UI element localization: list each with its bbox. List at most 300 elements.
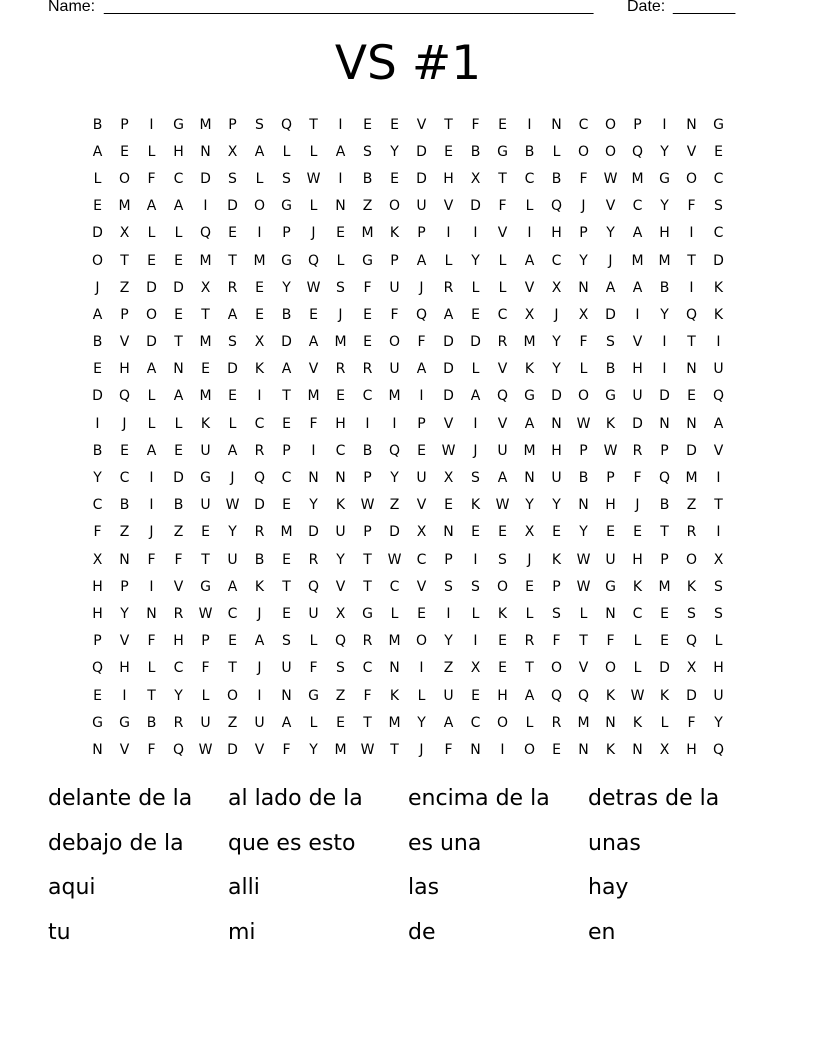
grid-letter[interactable]: Y — [174, 687, 183, 704]
grid-letter[interactable]: U — [281, 660, 292, 677]
grid-letter[interactable]: S — [228, 170, 237, 187]
grid-letter[interactable]: D — [92, 388, 103, 405]
grid-letter[interactable]: V — [443, 198, 454, 215]
grid-letter[interactable]: F — [309, 660, 318, 677]
grid-letter[interactable]: O — [415, 633, 428, 650]
grid-letter[interactable]: T — [174, 334, 183, 351]
grid-letter[interactable]: F — [579, 170, 588, 187]
grid-letter[interactable]: M — [361, 225, 374, 242]
grid-letter[interactable]: D — [227, 198, 238, 215]
grid-letter[interactable]: N — [551, 415, 562, 432]
grid-letter[interactable]: A — [335, 143, 346, 160]
grid-letter[interactable]: M — [199, 252, 212, 269]
grid-letter[interactable]: R — [254, 524, 265, 541]
grid-letter[interactable]: E — [255, 279, 264, 296]
grid-letter[interactable]: R — [335, 361, 346, 378]
grid-letter[interactable]: W — [225, 497, 240, 514]
grid-letter[interactable]: T — [228, 252, 237, 269]
grid-letter[interactable]: M — [631, 252, 644, 269]
grid-letter[interactable]: U — [335, 524, 346, 541]
grid-letter[interactable]: W — [441, 442, 456, 459]
grid-letter[interactable]: D — [389, 524, 400, 541]
grid-letter[interactable]: S — [714, 605, 723, 622]
grid-letter[interactable]: D — [686, 687, 697, 704]
grid-letter[interactable]: Y — [660, 306, 669, 323]
grid-letter[interactable]: N — [686, 361, 697, 378]
grid-letter[interactable]: A — [497, 470, 508, 487]
grid-letter[interactable]: B — [659, 497, 670, 514]
grid-letter[interactable]: W — [576, 578, 591, 595]
grid-letter[interactable]: C — [281, 470, 292, 487]
grid-letter[interactable]: N — [551, 116, 562, 133]
grid-letter[interactable]: I — [473, 633, 478, 650]
grid-letter[interactable]: X — [227, 143, 238, 160]
grid-letter[interactable]: C — [632, 605, 643, 622]
grid-letter[interactable]: Y — [606, 225, 615, 242]
grid-letter[interactable]: U — [200, 497, 211, 514]
grid-letter[interactable]: B — [524, 143, 535, 160]
grid-letter[interactable]: V — [632, 334, 643, 351]
grid-letter[interactable]: X — [686, 660, 697, 677]
grid-letter[interactable]: B — [92, 116, 103, 133]
grid-letter[interactable]: I — [473, 225, 478, 242]
grid-letter[interactable]: Y — [660, 198, 669, 215]
grid-letter[interactable]: Q — [307, 252, 320, 269]
grid-letter[interactable]: Q — [631, 143, 644, 160]
grid-letter[interactable]: Q — [415, 306, 428, 323]
grid-letter[interactable]: E — [255, 306, 264, 323]
grid-letter[interactable]: V — [119, 741, 130, 758]
grid-letter[interactable]: C — [632, 198, 643, 215]
grid-letter[interactable]: O — [577, 388, 590, 405]
grid-letter[interactable]: U — [227, 551, 238, 568]
grid-letter[interactable]: F — [498, 198, 507, 215]
grid-letter[interactable]: C — [389, 578, 400, 595]
grid-letter[interactable]: H — [92, 578, 103, 595]
grid-letter[interactable]: E — [363, 306, 372, 323]
grid-letter[interactable]: G — [524, 388, 535, 405]
grid-letter[interactable]: D — [416, 143, 427, 160]
grid-letter[interactable]: E — [417, 442, 426, 459]
grid-letter[interactable]: C — [362, 388, 373, 405]
grid-letter[interactable]: M — [631, 170, 644, 187]
grid-letter[interactable]: P — [120, 306, 129, 323]
grid-letter[interactable]: H — [173, 143, 184, 160]
grid-letter[interactable]: D — [470, 198, 481, 215]
grid-letter[interactable]: E — [174, 306, 183, 323]
grid-letter[interactable]: P — [120, 116, 129, 133]
grid-letter[interactable]: P — [444, 551, 453, 568]
grid-letter[interactable]: S — [282, 170, 291, 187]
grid-letter[interactable]: E — [687, 388, 696, 405]
grid-letter[interactable]: L — [309, 633, 318, 650]
grid-letter[interactable]: J — [473, 442, 478, 459]
grid-letter[interactable]: T — [363, 551, 372, 568]
grid-letter[interactable]: A — [281, 714, 292, 731]
grid-letter[interactable]: G — [281, 252, 292, 269]
grid-letter[interactable]: N — [659, 415, 670, 432]
grid-letter[interactable]: E — [714, 143, 723, 160]
grid-letter[interactable]: L — [552, 143, 561, 160]
grid-letter[interactable]: M — [523, 334, 536, 351]
grid-letter[interactable]: A — [92, 143, 103, 160]
grid-letter[interactable]: S — [363, 143, 372, 160]
grid-letter[interactable]: G — [362, 252, 373, 269]
grid-letter[interactable]: F — [579, 334, 588, 351]
grid-letter[interactable]: Y — [579, 252, 588, 269]
grid-letter[interactable]: R — [362, 633, 373, 650]
grid-letter[interactable]: A — [173, 198, 184, 215]
grid-letter[interactable]: W — [198, 741, 213, 758]
grid-letter[interactable]: C — [173, 170, 184, 187]
grid-letter[interactable]: S — [606, 334, 615, 351]
grid-letter[interactable]: L — [444, 252, 453, 269]
grid-letter[interactable]: K — [254, 361, 265, 378]
grid-letter[interactable]: D — [173, 279, 184, 296]
grid-letter[interactable]: E — [444, 497, 453, 514]
grid-letter[interactable]: I — [419, 388, 424, 405]
grid-letter[interactable]: I — [527, 225, 532, 242]
grid-letter[interactable]: I — [338, 170, 343, 187]
grid-letter[interactable]: L — [147, 660, 156, 677]
grid-letter[interactable]: G — [92, 714, 103, 731]
grid-letter[interactable]: T — [687, 252, 696, 269]
grid-letter[interactable]: N — [578, 741, 589, 758]
grid-letter[interactable]: E — [336, 714, 345, 731]
grid-letter[interactable]: V — [308, 361, 319, 378]
grid-letter[interactable]: I — [689, 225, 694, 242]
grid-letter[interactable]: F — [606, 633, 615, 650]
grid-letter[interactable]: G — [200, 470, 211, 487]
grid-letter[interactable]: R — [551, 714, 562, 731]
grid-letter[interactable]: Q — [685, 633, 698, 650]
grid-letter[interactable]: T — [444, 116, 453, 133]
grid-letter[interactable]: C — [227, 605, 238, 622]
grid-letter[interactable]: J — [419, 741, 424, 758]
grid-letter[interactable]: L — [498, 279, 507, 296]
grid-letter[interactable]: I — [446, 605, 451, 622]
grid-letter[interactable]: E — [471, 524, 480, 541]
grid-letter[interactable]: Z — [443, 660, 454, 677]
grid-letter[interactable]: A — [713, 415, 724, 432]
grid-letter[interactable]: C — [119, 470, 130, 487]
grid-letter[interactable]: P — [417, 225, 426, 242]
grid-letter[interactable]: J — [257, 660, 262, 677]
grid-letter[interactable]: B — [254, 551, 265, 568]
grid-letter[interactable]: D — [92, 225, 103, 242]
grid-letter[interactable]: R — [632, 442, 643, 459]
grid-letter[interactable]: Y — [471, 252, 480, 269]
grid-letter[interactable]: E — [498, 660, 507, 677]
grid-letter[interactable]: N — [578, 497, 589, 514]
grid-letter[interactable]: Q — [496, 388, 509, 405]
grid-letter[interactable]: J — [311, 225, 316, 242]
grid-letter[interactable]: X — [578, 306, 589, 323]
grid-letter[interactable]: V — [713, 442, 724, 459]
grid-letter[interactable]: B — [605, 361, 616, 378]
grid-letter[interactable]: Y — [282, 279, 291, 296]
grid-letter[interactable]: E — [282, 497, 291, 514]
grid-letter[interactable]: T — [498, 170, 507, 187]
grid-letter[interactable]: Z — [119, 279, 130, 296]
grid-letter[interactable]: Q — [307, 578, 320, 595]
grid-letter[interactable]: B — [173, 497, 184, 514]
grid-letter[interactable]: E — [336, 225, 345, 242]
grid-letter[interactable]: B — [362, 442, 373, 459]
grid-letter[interactable]: V — [524, 279, 535, 296]
grid-letter[interactable]: U — [308, 605, 319, 622]
grid-letter[interactable]: T — [282, 388, 291, 405]
grid-letter[interactable]: W — [576, 415, 591, 432]
grid-letter[interactable]: K — [524, 361, 535, 378]
grid-letter[interactable]: S — [471, 470, 480, 487]
grid-letter[interactable]: P — [93, 633, 102, 650]
grid-letter[interactable]: K — [551, 551, 562, 568]
grid-letter[interactable]: M — [388, 633, 401, 650]
grid-letter[interactable]: O — [604, 660, 617, 677]
grid-letter[interactable]: O — [604, 143, 617, 160]
grid-letter[interactable]: W — [306, 279, 321, 296]
grid-letter[interactable]: A — [632, 225, 643, 242]
grid-letter[interactable]: K — [605, 415, 616, 432]
date-blank[interactable]: _______ — [673, 0, 736, 15]
grid-letter[interactable]: C — [92, 497, 103, 514]
grid-letter[interactable]: D — [146, 334, 157, 351]
grid-letter[interactable]: E — [282, 551, 291, 568]
grid-letter[interactable]: A — [416, 252, 427, 269]
grid-letter[interactable]: V — [605, 198, 616, 215]
grid-letter[interactable]: E — [660, 633, 669, 650]
grid-letter[interactable]: Y — [309, 741, 318, 758]
grid-letter[interactable]: E — [471, 306, 480, 323]
grid-letter[interactable]: I — [473, 551, 478, 568]
grid-letter[interactable]: H — [713, 660, 724, 677]
grid-letter[interactable]: E — [606, 524, 615, 541]
grid-letter[interactable]: Q — [658, 470, 671, 487]
grid-letter[interactable]: K — [713, 279, 724, 296]
grid-letter[interactable]: L — [498, 252, 507, 269]
grid-letter[interactable]: W — [360, 741, 375, 758]
grid-letter[interactable]: I — [338, 116, 343, 133]
grid-letter[interactable]: Y — [93, 470, 102, 487]
grid-letter[interactable]: E — [174, 252, 183, 269]
grid-letter[interactable]: A — [524, 687, 535, 704]
grid-letter[interactable]: Z — [227, 714, 238, 731]
grid-letter[interactable]: E — [336, 388, 345, 405]
grid-letter[interactable]: X — [470, 660, 481, 677]
grid-letter[interactable]: A — [524, 415, 535, 432]
grid-letter[interactable]: S — [444, 578, 453, 595]
grid-letter[interactable]: Y — [444, 633, 453, 650]
grid-letter[interactable]: H — [443, 170, 454, 187]
grid-letter[interactable]: U — [497, 442, 508, 459]
grid-letter[interactable]: A — [173, 388, 184, 405]
grid-letter[interactable]: K — [200, 415, 211, 432]
grid-letter[interactable]: P — [390, 252, 399, 269]
grid-letter[interactable]: C — [713, 170, 724, 187]
grid-letter[interactable]: Y — [525, 497, 534, 514]
grid-letter[interactable]: H — [497, 687, 508, 704]
grid-letter[interactable]: C — [497, 306, 508, 323]
grid-letter[interactable]: A — [146, 361, 157, 378]
grid-letter[interactable]: C — [578, 116, 589, 133]
grid-letter[interactable]: G — [281, 198, 292, 215]
grid-letter[interactable]: V — [416, 578, 427, 595]
grid-letter[interactable]: Q — [280, 116, 293, 133]
grid-letter[interactable]: D — [686, 442, 697, 459]
grid-letter[interactable]: V — [497, 225, 508, 242]
grid-letter[interactable]: V — [335, 578, 346, 595]
grid-letter[interactable]: I — [392, 415, 397, 432]
grid-letter[interactable]: W — [576, 551, 591, 568]
grid-letter[interactable]: C — [524, 170, 535, 187]
grid-letter[interactable]: J — [257, 605, 262, 622]
grid-letter[interactable]: X — [416, 524, 427, 541]
grid-letter[interactable]: U — [443, 687, 454, 704]
grid-letter[interactable]: V — [578, 660, 589, 677]
grid-letter[interactable]: T — [309, 116, 318, 133]
grid-letter[interactable]: I — [527, 116, 532, 133]
grid-letter[interactable]: X — [524, 524, 535, 541]
grid-letter[interactable]: D — [281, 334, 292, 351]
grid-letter[interactable]: I — [149, 470, 154, 487]
grid-letter[interactable]: H — [605, 497, 616, 514]
grid-letter[interactable]: L — [174, 415, 183, 432]
grid-letter[interactable]: K — [335, 497, 346, 514]
grid-letter[interactable]: P — [363, 470, 372, 487]
grid-letter[interactable]: W — [603, 170, 618, 187]
grid-letter[interactable]: E — [93, 198, 102, 215]
grid-letter[interactable]: C — [551, 252, 562, 269]
grid-letter[interactable]: D — [173, 470, 184, 487]
grid-letter[interactable]: L — [660, 714, 669, 731]
grid-letter[interactable]: T — [579, 633, 588, 650]
grid-letter[interactable]: P — [282, 442, 291, 459]
grid-letter[interactable]: D — [659, 660, 670, 677]
grid-letter[interactable]: E — [201, 524, 210, 541]
grid-letter[interactable]: N — [686, 415, 697, 432]
grid-letter[interactable]: F — [552, 633, 561, 650]
grid-letter[interactable]: D — [227, 361, 238, 378]
grid-letter[interactable]: J — [419, 279, 424, 296]
grid-letter[interactable]: L — [633, 660, 642, 677]
grid-letter[interactable]: E — [552, 524, 561, 541]
grid-letter[interactable]: D — [713, 252, 724, 269]
grid-letter[interactable]: R — [173, 714, 184, 731]
grid-letter[interactable]: T — [120, 252, 129, 269]
grid-letter[interactable]: L — [201, 687, 210, 704]
grid-letter[interactable]: I — [257, 687, 262, 704]
grid-letter[interactable]: M — [577, 714, 590, 731]
grid-letter[interactable]: V — [443, 415, 454, 432]
grid-letter[interactable]: O — [523, 741, 536, 758]
grid-letter[interactable]: D — [308, 524, 319, 541]
grid-letter[interactable]: E — [228, 225, 237, 242]
grid-letter[interactable]: O — [685, 551, 698, 568]
grid-letter[interactable]: C — [470, 714, 481, 731]
grid-letter[interactable]: D — [632, 415, 643, 432]
grid-letter[interactable]: X — [713, 551, 724, 568]
grid-letter[interactable]: Q — [577, 687, 590, 704]
grid-letter[interactable]: F — [309, 415, 318, 432]
grid-letter[interactable]: P — [228, 116, 237, 133]
grid-letter[interactable]: H — [551, 442, 562, 459]
grid-letter[interactable]: D — [416, 170, 427, 187]
grid-letter[interactable]: U — [632, 388, 643, 405]
grid-letter[interactable]: T — [201, 306, 210, 323]
grid-letter[interactable]: E — [363, 116, 372, 133]
grid-letter[interactable]: Q — [550, 198, 563, 215]
grid-letter[interactable]: C — [335, 442, 346, 459]
grid-letter[interactable]: K — [389, 687, 400, 704]
grid-letter[interactable]: O — [496, 714, 509, 731]
grid-letter[interactable]: Q — [712, 388, 725, 405]
grid-letter[interactable]: Z — [173, 524, 184, 541]
grid-letter[interactable]: E — [363, 334, 372, 351]
grid-letter[interactable]: W — [360, 497, 375, 514]
grid-letter[interactable]: H — [92, 605, 103, 622]
grid-letter[interactable]: K — [686, 578, 697, 595]
grid-letter[interactable]: L — [471, 361, 480, 378]
grid-letter[interactable]: Y — [417, 714, 426, 731]
grid-letter[interactable]: Z — [686, 497, 697, 514]
grid-letter[interactable]: F — [147, 633, 156, 650]
grid-letter[interactable]: D — [227, 741, 238, 758]
grid-letter[interactable]: U — [200, 714, 211, 731]
grid-letter[interactable]: M — [658, 252, 671, 269]
grid-letter[interactable]: H — [686, 741, 697, 758]
grid-letter[interactable]: O — [577, 143, 590, 160]
grid-letter[interactable]: L — [633, 633, 642, 650]
grid-letter[interactable]: P — [660, 551, 669, 568]
grid-letter[interactable]: E — [660, 605, 669, 622]
grid-letter[interactable]: T — [282, 578, 291, 595]
grid-letter[interactable]: U — [416, 470, 427, 487]
grid-letter[interactable]: J — [608, 252, 613, 269]
grid-letter[interactable]: M — [334, 741, 347, 758]
grid-letter[interactable]: H — [659, 225, 670, 242]
grid-letter[interactable]: F — [201, 660, 210, 677]
grid-letter[interactable]: U — [551, 470, 562, 487]
grid-letter[interactable]: S — [552, 605, 561, 622]
grid-letter[interactable]: E — [120, 143, 129, 160]
grid-letter[interactable]: K — [632, 578, 643, 595]
grid-letter[interactable]: G — [362, 605, 373, 622]
grid-letter[interactable]: N — [389, 660, 400, 677]
grid-letter[interactable]: E — [552, 741, 561, 758]
grid-letter[interactable]: D — [443, 388, 454, 405]
grid-letter[interactable]: L — [147, 143, 156, 160]
grid-letter[interactable]: J — [95, 279, 100, 296]
grid-letter[interactable]: F — [363, 279, 372, 296]
grid-letter[interactable]: N — [200, 143, 211, 160]
grid-letter[interactable]: V — [497, 415, 508, 432]
grid-letter[interactable]: D — [551, 388, 562, 405]
grid-letter[interactable]: Z — [335, 687, 346, 704]
grid-letter[interactable]: E — [390, 170, 399, 187]
grid-letter[interactable]: E — [93, 361, 102, 378]
grid-letter[interactable]: X — [470, 170, 481, 187]
grid-letter[interactable]: I — [149, 578, 154, 595]
grid-letter[interactable]: B — [362, 170, 373, 187]
grid-letter[interactable]: X — [254, 334, 265, 351]
grid-letter[interactable]: B — [92, 334, 103, 351]
grid-letter[interactable]: F — [147, 551, 156, 568]
grid-letter[interactable]: S — [471, 578, 480, 595]
grid-letter[interactable]: J — [554, 306, 559, 323]
grid-letter[interactable]: P — [417, 415, 426, 432]
grid-letter[interactable]: R — [686, 524, 697, 541]
